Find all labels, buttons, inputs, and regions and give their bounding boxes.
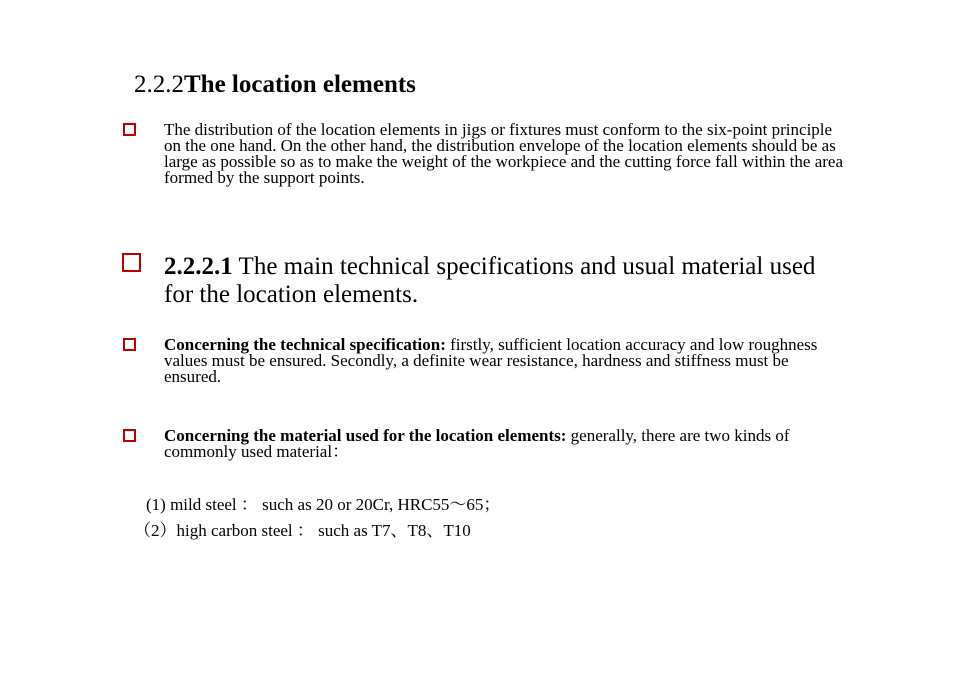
bullet-4-icon [123,429,136,442]
material-item-2: （2）high carbon steel ： such as T7、T8、T10 [134,521,471,540]
section-heading-number: 2.2.2.1 [164,253,233,280]
slide-title [134,70,416,100]
paragraph-technical-spec-lead: Concerning the technical specification: [164,335,446,354]
bullet-2-icon [122,253,141,272]
paragraph-technical-spec-text: firstly, sufficient location accuracy and low roughness values must be ensured. Secondly, a definite wear resistance, hardness and stiffness must be ensured. [164,335,818,386]
material-item-1: (1) mild steel ： such as 20 or 20Cr, HRC55～65； [146,495,501,514]
bullet-1-icon [123,123,136,136]
title-text: The location elements [184,71,416,98]
paragraph-distribution [164,122,844,186]
bullet-3-icon [123,338,136,351]
paragraph-distribution-text: The distribution of the location elements in jigs or fixtures must conform to the six-point principle on the one hand. On the other hand, the distribution envelope of the location elements should be as large as possible so as to make the weight of the workpiece and the cutting force fall within the area formed by the support points. [164,120,843,187]
paragraph-technical-spec [164,337,844,385]
title-number: 2.2.2 [134,71,184,98]
paragraph-material-lead: Concerning the material used for the location elements: [164,426,567,445]
section-heading [164,253,844,309]
paragraph-material [164,428,844,460]
section-heading-text: The main technical specifications and usual material used for the location elements. [164,253,816,308]
paragraph-material-text: generally, there are two kinds of commonly used material： [164,426,790,461]
